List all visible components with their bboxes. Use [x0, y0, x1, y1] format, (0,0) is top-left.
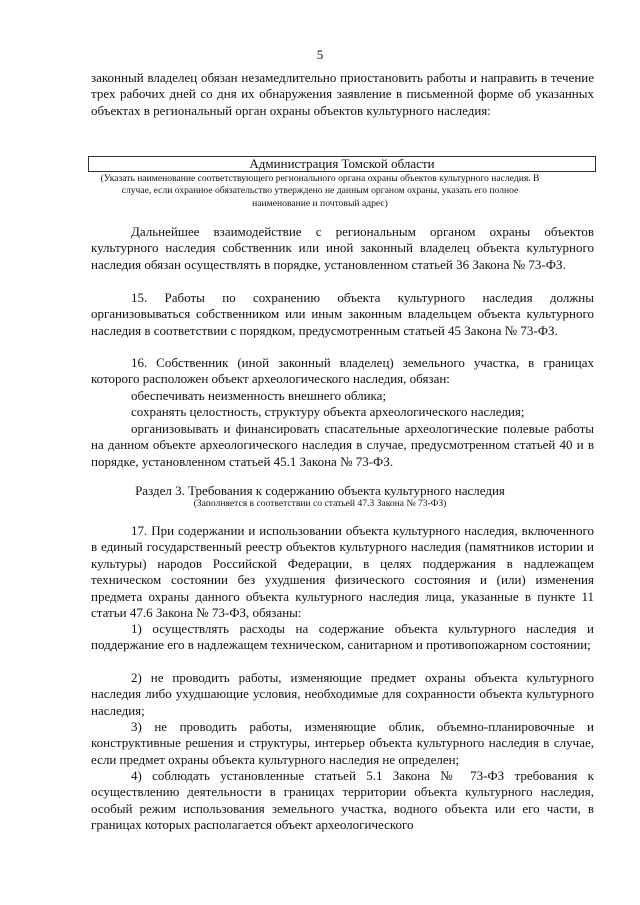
list-item-4: 4) соблюдать установленные статьей 5.1 Закона № 73-ФЗ требования к осуществлению деятельности в границах территории объекта культурного наследия, особый режим использования земельного участка, водного объекта или его части, в границах которых располагается объект археологического: [91, 768, 594, 833]
duty-item-1: обеспечивать неизменность внешнего облика;: [131, 388, 387, 403]
list-item-2: 2) не проводить работы, изменяющие предмет охраны объекта культурного наследия либо ухудшающие условия, необходимые для сохранности объекта культурного наследия;: [91, 670, 594, 718]
duty-item-3: организовывать и финансировать спасательные археологические полевые работы на данном объекте археологического наследия в случае, предусмотренном статьей 40 и в порядке, установленном статьей 45.1 Закона № 73-ФЗ.: [91, 421, 594, 469]
list-item-1: 1) осуществлять расходы на содержание объекта культурного наследия и поддержание его в надлежащем техническом, санитарном и противопожарном состоянии;: [91, 621, 594, 653]
list-item-3: 3) не проводить работы, изменяющие облик, объемно-планировочные и конструктивные решения и структуры, интерьер объекта культурного наследия в случае, если предмет охраны объекта культурного наследия не определен;: [91, 719, 594, 767]
paragraph-interaction: Дальнейшее взаимодействие с региональным органом охраны объектов культурного наследия собственник или иной законный владелец объекта культурного наследия обязан осуществлять в порядке, установленном статьей 36 Закона № 73-ФЗ.: [91, 224, 594, 272]
intro-paragraph: законный владелец обязан незамедлительно приостановить работы и направить в течение трех рабочих дней со дня их обнаружения заявление в письменной форме об указанных объектах в региональный орган охраны объектов культурного наследия:: [91, 70, 594, 118]
paragraph-16: 16. Собственник (иной законный владелец) земельного участка, в границах которого расположен объект археологического наследия, обязан:: [91, 355, 594, 387]
section-note: (Заполняется в соответствии со статьей 47.3 Закона № 73-ФЗ): [193, 498, 447, 509]
authority-name-field: Администрация Томской области: [88, 156, 596, 172]
authority-note: (Указать наименование соответствующего регионального органа охраны объектов культурного наследия. В случае, если охранное обязательство утверждено не данным органом охраны, указать его полное наименование и почтовый адрес): [100, 173, 540, 209]
duty-item-2: сохранять целостность, структуру объекта археологического наследия;: [131, 404, 525, 419]
page-number: 5: [316, 47, 324, 62]
section-title: Раздел 3. Требования к содержанию объекта культурного наследия: [135, 483, 505, 498]
paragraph-17: 17. При содержании и использовании объекта культурного наследия, включенного в единый государственный реестр объектов культурного наследия (памятников истории и культуры) народов Российской Федерации, в целях поддержания в надлежащем техническом состоянии без ухудшения физического состояния и (или) изменения предмета охраны данного объекта культурного наследия лица, указанные в пункте 11 статьи 47.6 Закона № 73-ФЗ, обязаны:: [91, 523, 594, 621]
paragraph-15: 15. Работы по сохранению объекта культурного наследия должны организовываться собственником или иным законным владельцем объекта культурного наследия в соответствии с порядком, предусмотренным статьей 45 Закона № 73-ФЗ.: [91, 290, 594, 338]
